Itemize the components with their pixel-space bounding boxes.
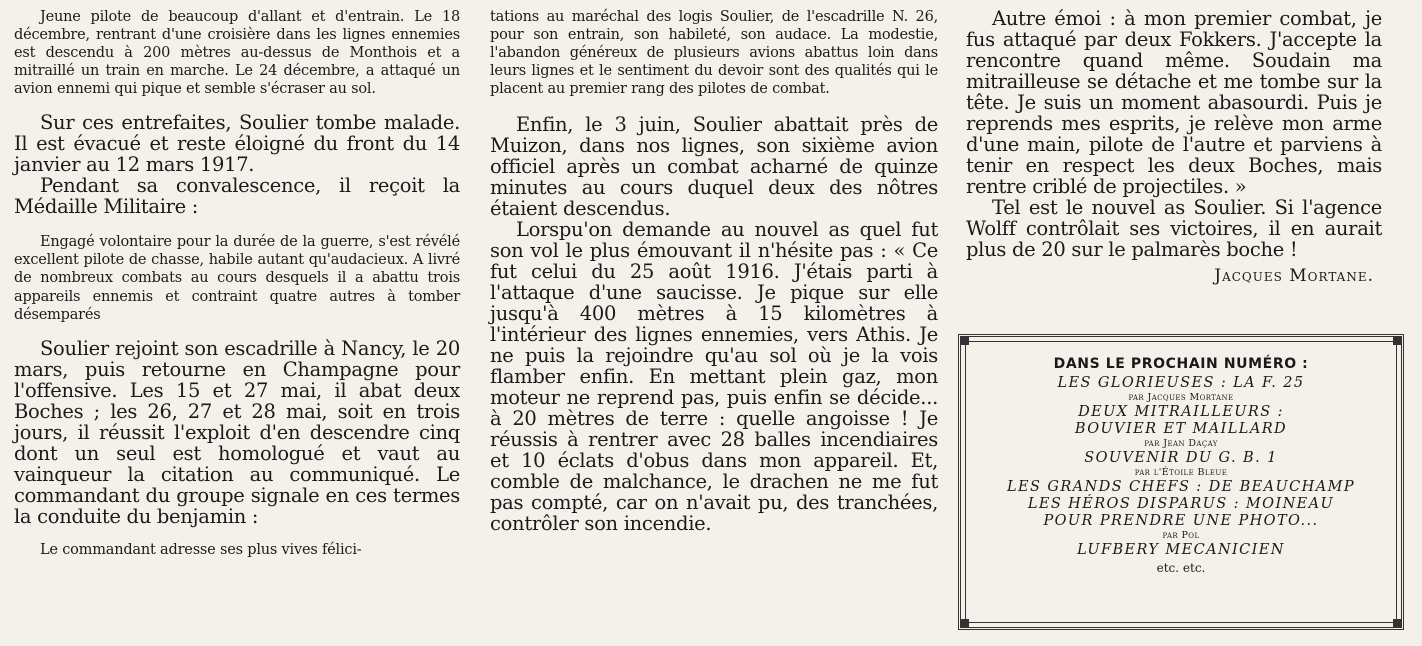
column-left — [14, 8, 460, 559]
corner-ornament — [961, 619, 969, 627]
citation-paragraph: Jeune pilote de beaucoup d'allant et d'entrain. Le 18 décembre, rentrant d'une croisière dans les lignes ennemies est descendu à 200 mètres au-dessus de Monthois et a mitraillé un train en marche. Le 24 décembre, a attaqué un avion ennemi qui pique et semble s'écraser au sol. — [14, 9, 460, 97]
next-issue-heading: DANS LE PROCHAIN NUMÉRO : — [1053, 356, 1309, 372]
article-byline: par l'Étoile Bleue — [1134, 467, 1228, 478]
medal-citation: Engagé volontaire pour la durée de la guerre, s'est révélé excellent pilote de chasse, habile autant qu'audacieux. A livré de nombreux combats au cours desquels il a abattu trois appareils ennemis et contraint quatre autres à tomber désemparés — [14, 234, 460, 323]
corner-ornament — [961, 337, 969, 345]
body-paragraph: Sur ces entrefaites, Soulier tombe malade. Il est évacué et reste éloigné du front du 14 janvier au 12 mars 1917. — [14, 111, 460, 176]
article-byline: par Jean Daçay — [1144, 438, 1218, 449]
article-title: LES GRANDS CHEFS : DE BEAUCHAMP — [1007, 479, 1355, 495]
corner-ornament — [1393, 619, 1401, 627]
body-paragraph: Enfin, le 3 juin, Soulier abattait près de Muizon, dans nos lignes, son sixième avion officiel après un combat acharné de quinze minutes au cours duquel deux des nôtres étaient descendus. — [490, 113, 938, 220]
citation-paragraph: tations au maréchal des logis Soulier, de l'escadrille N. 26, pour son entrain, son habileté, son audace. La modestie, l'abandon généreux de plusieurs avions abattus loin dans leurs lignes et le sentiment du devoir sont des qualités qui le placent au premier rang des pilotes de combat. — [490, 9, 938, 97]
etc-text: etc. etc. — [1156, 561, 1206, 575]
article-title: SOUVENIR DU G. B. 1 — [1084, 450, 1278, 466]
article-title: BOUVIER ET MAILLARD — [1074, 421, 1288, 437]
next-issue-inner — [965, 341, 1397, 623]
article-title: LUFBERY MECANICIEN — [1077, 542, 1285, 558]
article-title: LES GLORIEUSES : LA F. 25 — [1057, 375, 1305, 391]
column-middle — [490, 8, 938, 534]
article-byline: par Pol — [1162, 530, 1200, 541]
next-issue-box — [958, 334, 1404, 630]
author-signature: Jacques Mortane. — [1214, 266, 1374, 286]
body-paragraph: Soulier rejoint son escadrille à Nancy, le 20 mars, puis retourne en Champagne pour l'offensive. Les 15 et 27 mai, il abat deux Boches ; les 26, 27 et 28 mai, soit en trois jours, il réussit l'exploit d'en descendre cinq dont un seul est homologué et vaut au vainqueur la citation au communiqué. Le commandant du groupe signale en ces termes la conduite du benjamin : — [14, 337, 460, 529]
citation-paragraph: Le commandant adresse ses plus vives félici- — [40, 542, 362, 559]
body-paragraph: Lorspu'on demande au nouvel as quel fut son vol le plus émouvant il n'hésite pas : « Ce fut celui du 25 août 1916. J'étais parti à l'attaque d'une saucisse. Je pique sur elle jusqu'à 400 mètres à 15 kilomètres à l'intérieur des lignes ennemies, vers Athis. Je ne puis la rejoindre qu'au sol où je la vois flamber enfin. En mettant plein gaz, mon moteur ne reprend pas, puis enfin se décide... à 20 mètres de terre : quelle angoisse ! Je réussis à rentrer avec 28 balles incendiaires et 10 éclats d'obus dans mon appareil. Et, comble de malchance, le drachen ne me fut pas compté, car on n'avait pu, des tranchées, contrôler son incendie. — [490, 218, 938, 535]
corner-ornament — [1393, 337, 1401, 345]
column-right — [966, 8, 1382, 286]
article-title: POUR PRENDRE UNE PHOTO... — [1043, 513, 1319, 529]
article-byline: par Jacques Mortane — [1128, 392, 1234, 403]
body-paragraph: Tel est le nouvel as Soulier. Si l'agence Wolff contrôlait ses victoires, il en aurait plus de 20 sur le palmarès boche ! — [966, 196, 1382, 261]
body-paragraph: Pendant sa convalescence, il reçoit la Médaille Militaire : — [14, 174, 460, 218]
body-paragraph: Autre émoi : à mon premier combat, je fus attaqué par deux Fokkers. J'accepte la rencontre quand même. Soudain ma mitrailleuse se détache et me tombe sur la tête. Je suis un moment abasourdi. Puis je reprends mes esprits, je relève mon arme d'une main, pilote de l'autre et parviens à tenir en respect les deux Boches, mais rentre criblé de projectiles. » — [966, 7, 1382, 198]
article-title: DEUX MITRAILLEURS : — [1078, 404, 1284, 420]
article-title: LES HÉROS DISPARUS : MOINEAU — [1027, 496, 1335, 512]
